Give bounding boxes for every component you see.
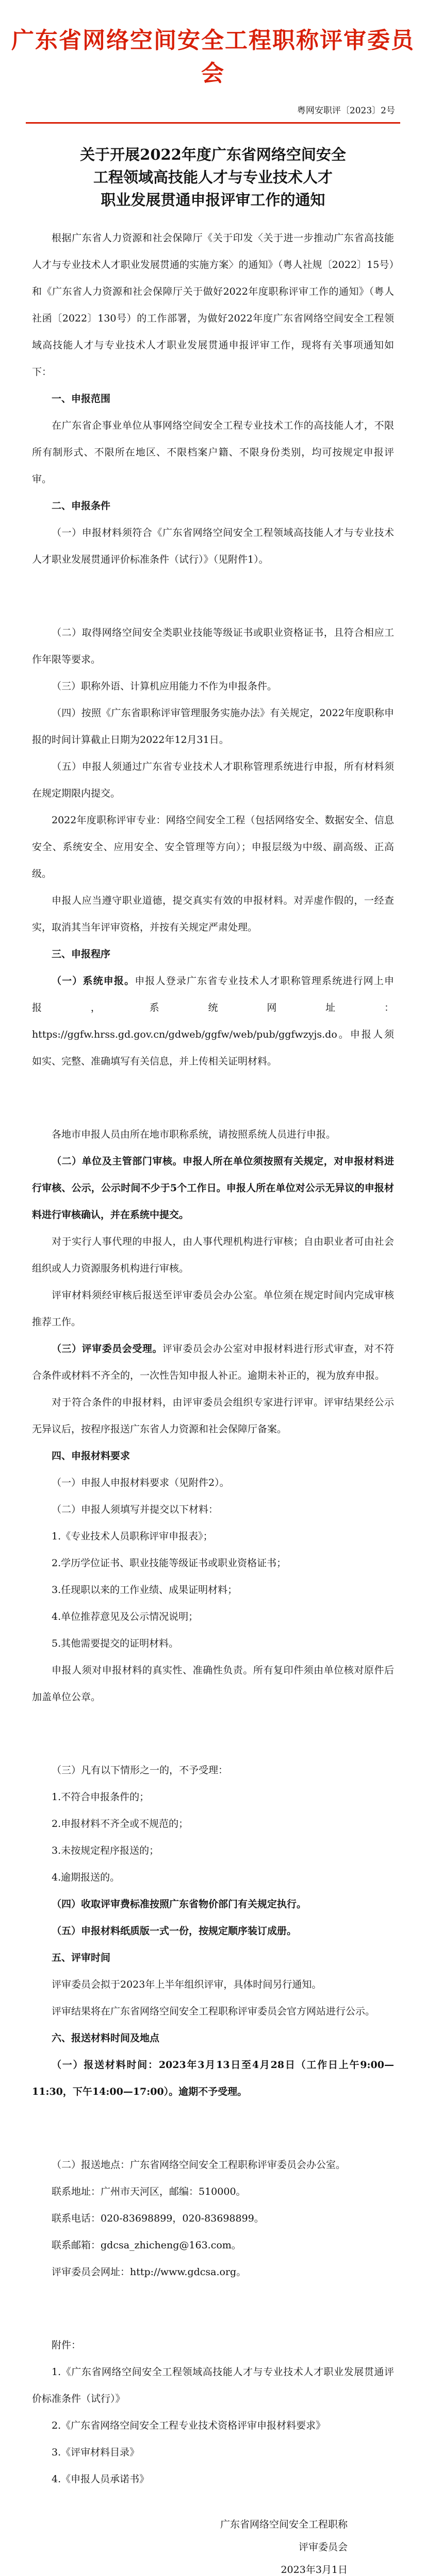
paragraph: （一）申报材料须符合《广东省网络空间安全工程领域高技能人才与专业技术人才职业发展贯通评价标准条件（试行）》（见附件1）。 — [32, 527, 394, 565]
signature-org-line2: 评审委员会 — [298, 2541, 348, 2553]
signature-org-line1: 广东省网络空间安全工程职称 — [220, 2519, 348, 2530]
paragraph: 对于符合条件的申报材料，由评审委员会组织专家进行评审。评审结果经公示无异议后，按程序报送广东省人力资源和社会保障厅备案。 — [32, 1397, 394, 1435]
section-heading: 四、申报材料要求 — [52, 1450, 130, 1462]
signature-block — [32, 2513, 394, 2576]
paragraph: 3.未按规定程序报送的； — [52, 1845, 159, 1856]
paragraph: （五）申报人须通过广东省专业技术人才职称管理系统进行申报，所有材料须在规定期限内提交。 — [32, 761, 394, 799]
section-heading: 三、申报程序 — [52, 948, 111, 960]
attachment-item: 4.《申报人员承诺书》 — [52, 2473, 150, 2485]
paragraph: 评审结果将在广东省网络空间安全工程职称评审委员会官方网站进行公示。 — [52, 2006, 375, 2017]
section-heading: 五、评审时间 — [52, 1952, 111, 1963]
paragraph: （四）收取评审费标准按照广东省物价部门有关规定执行。 — [52, 1899, 307, 1910]
paragraph: 各地市申报人员由所在地市职称系统，请按照系统人员进行申报。 — [52, 1129, 336, 1140]
document-number: 粤网安职评〔2023〕2号 — [297, 106, 395, 116]
intro-paragraph: 根据广东省人力资源和社会保障厅《关于印发〈关于进一步推动广东省高技能人才与专业技术人才职业发展贯通的实施方案〉的通知》（粤人社规〔2022〕15号）和《广东省人力资源和社会保障厅关于做好2022年度职称评审工作的通知》（粤人社函〔2022〕130号）的工作部署，为做好2022年度广东省网络空间安全工程领域高技能人才与专业技术人才职业发展贯通申报评审工作，现将有关事项通知如下： — [32, 232, 394, 378]
attachment-item: 2.《广东省网络空间安全工程专业技术资格评审申报材料要求》 — [52, 2420, 326, 2431]
section-heading: 一、申报范围 — [52, 393, 111, 404]
subheading: （二）单位及主管部门审核。 — [52, 1156, 183, 1167]
title-line-3: 职业发展贯通申报评审工作的通知 — [101, 191, 325, 209]
subheading: （三）评审委员会受理。 — [52, 1343, 162, 1354]
paragraph: 2.学历学位证书、职业技能等级证书或职业资格证书； — [52, 1557, 287, 1569]
paragraph: （二）申报人须填写并提交以下材料： — [52, 1504, 219, 1515]
paragraph: 联系地址：广州市天河区，邮编：510000。 — [52, 2186, 246, 2197]
paragraph: （四）按照《广东省职称评审管理服务实施办法》有关规定，2022年度职称申报的时间计算截止日期为2022年12月31日。 — [32, 707, 394, 745]
paragraph: （五）申报材料纸质版一式一份，按规定顺序装订成册。 — [52, 1925, 297, 1937]
document-body — [0, 211, 426, 2576]
subheading: （一）报送材料时间： — [52, 2059, 159, 2071]
paragraph: 1.不符合申报条件的； — [52, 1791, 150, 1803]
paragraph: 5.其他需要提交的证明材料。 — [52, 1638, 179, 1649]
paragraph: 4.逾期报送的。 — [52, 1872, 120, 1883]
paragraph: 评审材料须经审核后报送至评审委员会办公室。单位须在规定时间内完成审核推荐工作。 — [32, 1290, 394, 1328]
paragraph: 申报人应当遵守职业道德，提交真实有效的申报材料。对弄虚作假的，一经查实，取消其当年评审资格，并按有关规定严肃处理。 — [32, 895, 394, 933]
paragraph-text: 2023年3月13日至4月28日（工作日上午9:00—11:30，下午14:00—17:00）。逾期不予受理。 — [32, 2059, 394, 2097]
paragraph: （二）报送地点：广东省网络空间安全工程职称评审委员会办公室。 — [52, 2159, 346, 2171]
paragraph — [32, 1335, 394, 1389]
paragraph: 1.《专业技术人员职称评审申报表》； — [52, 1531, 213, 1542]
attachment-item: 3.《评审材料目录》 — [52, 2447, 140, 2458]
attachment-item: 1.《广东省网络空间安全工程领域高技能人才与专业技术人才职业发展贯通评价标准条件（试行）》 — [32, 2366, 394, 2404]
paragraph: （三）凡有以下情形之一的，不予受理： — [52, 1765, 228, 1776]
paragraph: 2.申报材料不齐全或不规范的； — [52, 1818, 189, 1829]
paragraph: （二）取得网络空间安全类职业技能等级证书或职业资格证书，且符合相应工作年限等要求。 — [32, 627, 394, 665]
paragraph: 2022年度职称评审专业：网络空间安全工程（包括网络安全、数据安全、信息安全、系统安全、应用安全、安全管理等方向）；申报层级为中级、副高级、正高级。 — [32, 815, 394, 879]
title-line-1: 关于开展2022年度广东省网络空间安全 — [80, 146, 346, 163]
paragraph: 联系邮箱：gdcsa_zhicheng@163.com。 — [52, 2240, 241, 2251]
paragraph — [32, 968, 394, 1075]
paragraph: 评审委员会拟于2023年上半年组织评审，具体时间另行通知。 — [52, 1979, 322, 1990]
signature-date: 2023年3月1日 — [281, 2564, 348, 2575]
paragraph-text: 申报人所在单位须按照有关规定，对申报材料进行审核、公示，公示时间不少于5个工作日。申报人所在单位对公示无异议的申报材料进行审核确认，并在系统中提交。 — [32, 1156, 394, 1221]
paragraph — [32, 1148, 394, 1228]
paragraph: （一）申报人申报材料要求（见附件2）。 — [52, 1477, 230, 1488]
section-heading: 六、报送材料时间及地点 — [52, 2032, 160, 2044]
document-header — [0, 0, 426, 88]
paragraph: （三）职称外语、计算机应用能力不作为申报条件。 — [52, 681, 277, 692]
red-divider — [26, 122, 400, 124]
paragraph — [32, 2052, 394, 2105]
section-heading: 二、申报条件 — [52, 500, 111, 512]
attachments-lead: 附件： — [52, 2340, 81, 2351]
paragraph: 评审委员会网址：http://www.gdcsa.org。 — [52, 2266, 247, 2278]
paragraph-text: 申报人登录广东省专业技术人才职称管理系统进行网上申报，系统网址：https://ggfw.hrss.gd.gov.cn/gdweb/ggfw/web/pub/ggfwzyjs.do。申报人须如实、完整、准确填写有关信息，并上传相关证明材料。 — [32, 975, 394, 1067]
paragraph: 3.任现职以来的工作业绩、成果证明材料； — [52, 1584, 238, 1596]
paragraph-text: 评审委员会办公室对申报材料进行形式审查，对不符合条件或材料不齐全的，一次性告知申报人补正。逾期未补正的，视为放弃申报。 — [32, 1343, 394, 1381]
paragraph: 申报人须对申报材料的真实性、准确性负责。所有复印件须由单位核对原件后加盖单位公章。 — [32, 1665, 394, 1703]
document-title — [0, 143, 426, 211]
title-line-2: 工程领域高技能人才与专业技术人才 — [93, 168, 333, 186]
org-title: 广东省网络空间安全工程职称评审委员会 — [11, 27, 415, 87]
paragraph: 4.单位推荐意见及公示情况说明； — [52, 1611, 199, 1622]
paragraph: 对于实行人事代理的申报人，由人事代理机构进行审核；自由职业者可由社会组织或人力资源服务机构进行审核。 — [32, 1236, 394, 1274]
subheading: （一）系统申报。 — [52, 975, 135, 987]
paragraph: 联系电话：020-83698899，020-83698899。 — [52, 2213, 264, 2224]
paragraph: 在广东省企事业单位从事网络空间安全工程专业技术工作的高技能人才，不限所有制形式、不限所在地区、不限档案户籍、不限身份类别，均可按规定申报评审。 — [32, 420, 394, 485]
